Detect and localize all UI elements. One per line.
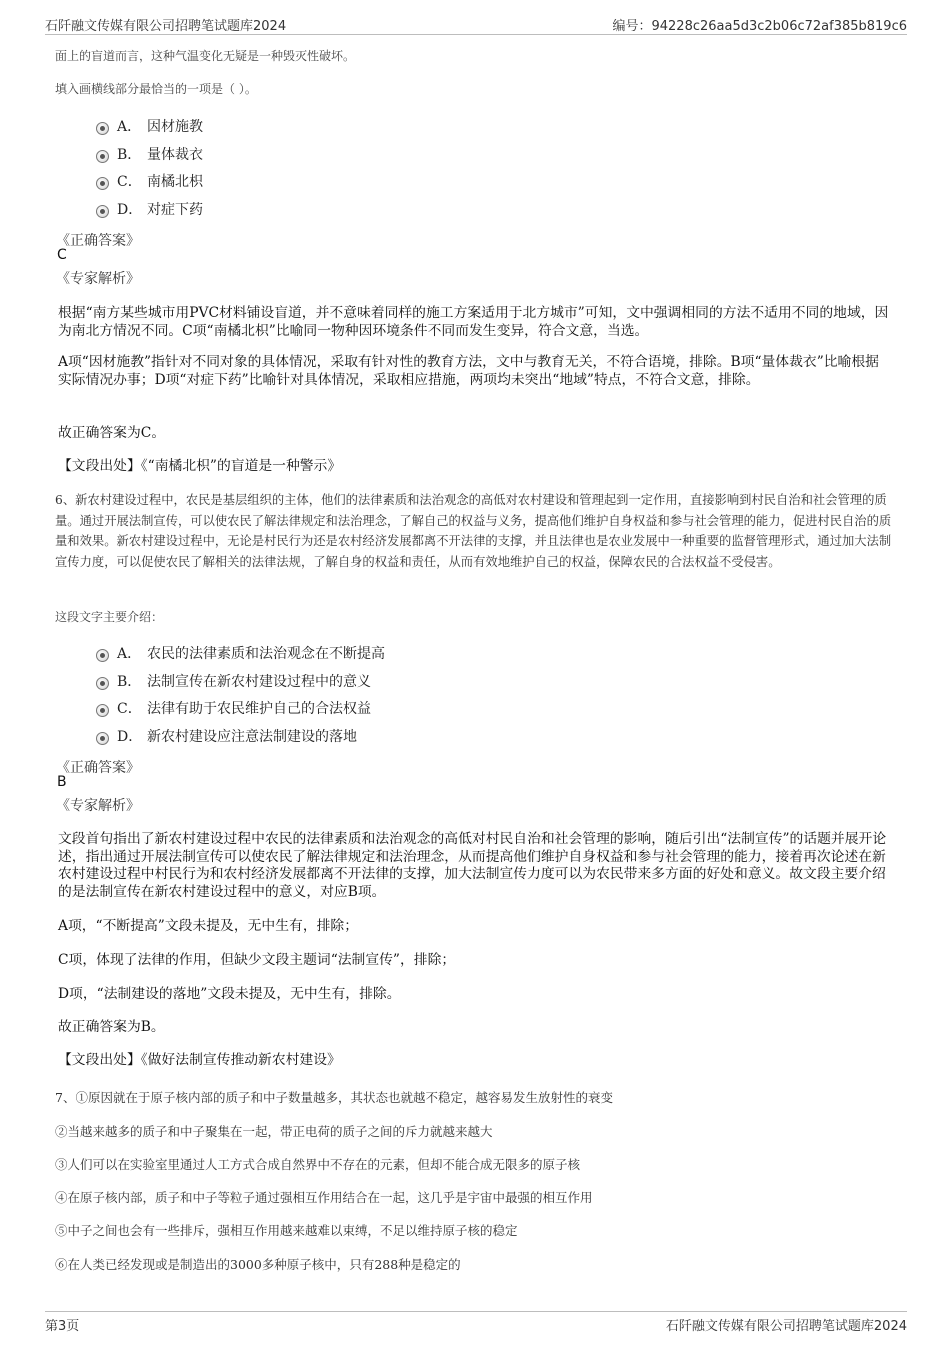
page-header	[45, 12, 907, 35]
option-text: 量体裁衣	[147, 147, 203, 163]
footer-title: 石阡融文传媒有限公司招聘笔试题库2024	[665, 1319, 907, 1334]
analysis-paragraph: A项，“不断提高”文段未提及，无中生有，排除；	[58, 918, 359, 934]
radio-icon[interactable]	[96, 704, 109, 717]
document-id: 编号：94228c26aa5d3c2b06c72af385b819c6	[612, 19, 907, 34]
option-text: 对症下药	[147, 202, 203, 218]
analysis-conclusion: 故正确答案为B。	[58, 1019, 165, 1035]
question-5-tail: 面上的盲道而言，这种气温变化无疑是一种毁灭性破坏。	[55, 49, 356, 63]
question-7-item: ②当越来越多的质子和中子聚集在一起，带正电荷的质子之间的斥力就越来越大	[55, 1124, 493, 1139]
option-letter: D．	[117, 729, 143, 745]
analysis-paragraph: A项“因材施教”指针对不同对象的具体情况，采取有针对性的教育方法，文中与教育无关，不符合语境，排除。B项“量体裁衣”比喻根据实际情况办事；D项“对症下药”比喻针对具体情况，采取相应措施，两项均未突出“地域”特点，不符合文意，排除。	[58, 354, 879, 388]
analysis-label: 《专家解析》	[56, 271, 140, 287]
radio-icon[interactable]	[96, 122, 109, 135]
option-letter: B．	[117, 674, 142, 690]
question-6-prompt: 这段文字主要介绍：	[55, 610, 164, 624]
question-7-item: ④在原子核内部，质子和中子等粒子通过强相互作用结合在一起，这几乎是宇宙中最强的相互作用	[55, 1190, 593, 1205]
analysis-label: 《专家解析》	[56, 798, 140, 814]
source-citation: 【文段出处】《“南橘北枳”的盲道是一种警示》	[58, 458, 342, 474]
page-footer	[45, 1311, 907, 1336]
question-5-prompt: 填入画横线部分最恰当的一项是（ ）。	[55, 82, 257, 96]
analysis-conclusion: 故正确答案为C。	[58, 425, 166, 441]
answer-label: 《正确答案》	[56, 760, 140, 776]
option-letter: A．	[117, 646, 142, 662]
option-letter: B．	[117, 147, 142, 163]
analysis-paragraph: C项，体现了法律的作用，但缺少文段主题词“法制宣传”，排除；	[58, 952, 456, 968]
radio-icon[interactable]	[96, 732, 109, 745]
option-letter: D．	[117, 202, 143, 218]
radio-icon[interactable]	[96, 649, 109, 662]
radio-icon[interactable]	[96, 677, 109, 690]
answer-value: B	[57, 774, 67, 790]
question-6-stem: 6、新农村建设过程中，农民是基层组织的主体，他们的法律素质和法治观念的高低对农村建设和管理起到一定作用，直接影响到村民自治和社会管理的质量。通过开展法制宣传，可以使农民了解法律规定和法治理念，了解自己的权益与义务，提高他们维护自身权益和参与社会管理的能力，促进村民自治的质量和效果。新农村建设过程中，无论是村民行为还是农村经济发展都离不开法律的支撑，并且法律也是农业发展中一种重要的监督管理形式，通过加大法制宣传力度，可以促使农民了解相关的法律法规，了解自身的权益和责任，从而有效地维护自己的权益，保障农民的合法权益不受侵害。	[55, 493, 892, 569]
analysis-paragraph: 根据“南方某些城市用PVC材料铺设盲道，并不意味着同样的施工方案适用于北方城市”可知，文中强调相同的方法不适用不同的地域，因为南北方情况不同。C项“南橘北枳”比喻同一物种因环境条件不同而发生变异，符合文意，当选。	[58, 305, 889, 339]
analysis-paragraph: D项，“法制建设的落地”文段未提及，无中生有，排除。	[58, 986, 401, 1002]
source-citation: 【文段出处】《做好法制宣传推动新农村建设》	[58, 1052, 341, 1068]
analysis-paragraph: 文段首句指出了新农村建设过程中农民的法律素质和法治观念的高低对村民自治和社会管理的影响，随后引出“法制宣传”的话题并展开论述，指出通过开展法制宣传可以使农民了解法律规定和法治理念，从而提高他们维护自身权益和参与社会管理的能力，接着再次论述在新农村建设过程中村民行为和农村经济发展都离不开法律的支撑，加大法制宣传力度可以为农民带来多方面的好处和意义。故文段主要介绍的是法制宣传在新农村建设过程中的意义，对应B项。	[58, 831, 887, 900]
option-letter: C．	[117, 174, 142, 190]
radio-icon[interactable]	[96, 150, 109, 163]
option-letter: C．	[117, 701, 142, 717]
answer-value: C	[57, 247, 67, 263]
answer-label: 《正确答案》	[56, 233, 140, 249]
question-7-item: ⑥在人类已经发现或是制造出的3000多种原子核中，只有288种是稳定的	[55, 1257, 461, 1272]
radio-icon[interactable]	[96, 177, 109, 190]
radio-icon[interactable]	[96, 205, 109, 218]
page-number: 第3页	[45, 1319, 80, 1334]
option-text: 法制宣传在新农村建设过程中的意义	[147, 674, 371, 690]
question-7-item: ③人们可以在实验室里通过人工方式合成自然界中不存在的元素，但却不能合成无限多的原子核	[55, 1157, 581, 1172]
option-text: 法律有助于农民维护自己的合法权益	[147, 701, 371, 717]
option-text: 农民的法律素质和法治观念在不断提高	[147, 646, 385, 662]
option-text: 南橘北枳	[147, 174, 203, 190]
question-7-item: ⑤中子之间也会有一些排斥，强相互作用越来越难以束缚，不足以维持原子核的稳定	[55, 1223, 518, 1238]
option-text: 因材施教	[147, 119, 203, 135]
option-text: 新农村建设应注意法制建设的落地	[147, 729, 357, 745]
question-7-item: 7、①原因就在于原子核内部的质子和中子数量越多，其状态也就越不稳定，越容易发生放射性的衰变	[55, 1090, 613, 1105]
header-title: 石阡融文传媒有限公司招聘笔试题库2024	[45, 19, 287, 34]
option-letter: A．	[117, 119, 142, 135]
